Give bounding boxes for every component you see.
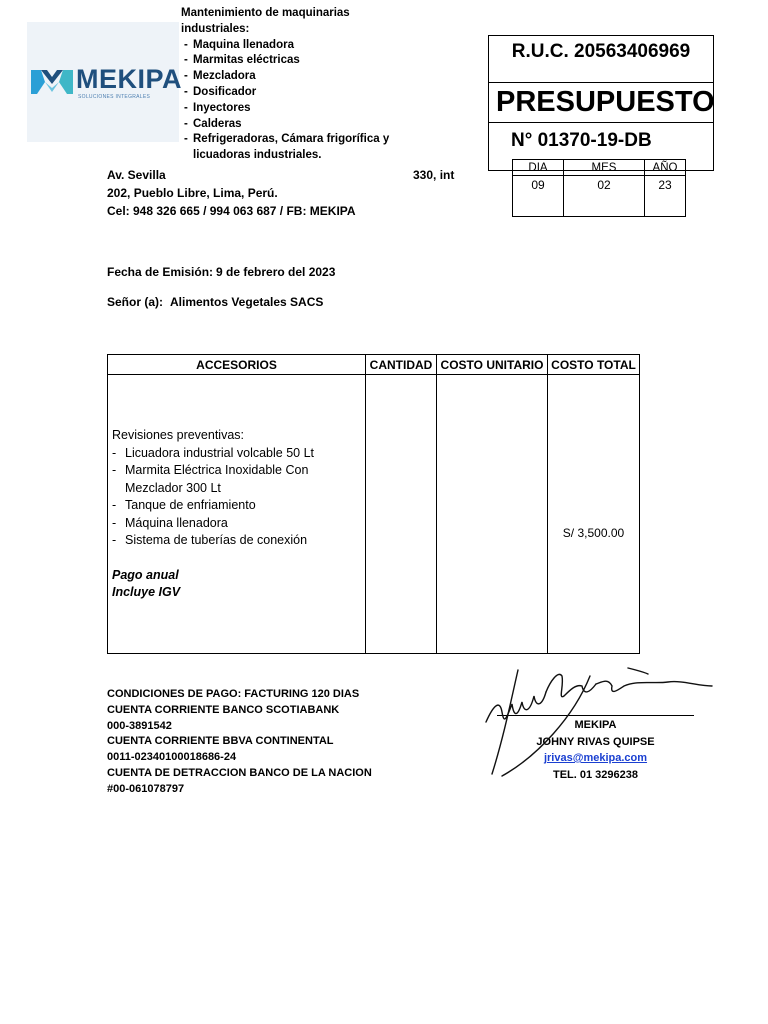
logo-tagline: SOLUCIONES INTEGRALES [78,94,151,100]
client-name: Alimentos Vegetales SACS [170,295,324,309]
service-item: - Mezcladora [181,69,396,85]
divider [489,122,713,123]
list-item: - Licuadora industrial volcable 50 Lt [112,445,365,463]
service-item: - Marmitas eléctricas [181,53,396,69]
signer-name: JOHNY RIVAS QUIPSE [536,735,655,748]
date-year: 23 [645,176,686,217]
service-item: - Refrigeradoras, Cámara frigorífica y licuadoras industriales. [181,132,396,164]
service-item: - Maquina llenadora [181,38,396,54]
address-line-1: Av. Sevilla [107,168,166,182]
condition-line: CUENTA CORRIENTE BANCO SCOTIABANK [107,703,340,716]
costo-unitario-cell [437,375,548,654]
list-item: - Máquina llenadora [112,515,365,533]
services-block [181,6,396,164]
mekipa-logo-icon [31,66,73,98]
col-header-costo-unitario: COSTO UNITARIO [437,355,548,375]
condition-line: 0011-02340100018686-24 [107,751,237,764]
date-header-year: AÑO [645,160,686,176]
condition-line: CONDICIONES DE PAGO: FACTURING 120 DIAS [107,688,360,700]
col-header-accesorios: ACCESORIOS [108,355,366,375]
costo-total-cell [548,375,640,654]
signer-email-link[interactable]: jrivas@mekipa.com [543,752,648,764]
date-month: 02 [564,176,645,217]
date-header-day: DIA [513,160,564,176]
document-header-box [488,35,714,171]
emission-label: Fecha de Emisión: [107,265,214,279]
condition-line: CUENTA DE DETRACCION BANCO DE LA NACION [107,766,372,779]
igv-note: Incluye IGV [112,585,181,599]
date-day: 09 [513,176,564,217]
signer-phone: TEL. 01 3296238 [552,768,638,781]
contact-line: Cel: 948 326 665 / 994 063 687 / FB: MEKIPA [107,204,356,218]
list-item: - Sistema de tuberías de conexión [112,532,365,550]
cantidad-cell [366,375,437,654]
document-title: PRESUPUESTO [496,86,715,118]
items-intro: Revisiones preventivas: [112,428,245,442]
signer-company: MEKIPA [574,719,617,731]
date-header-month: MES [564,160,645,176]
condition-line: #00-061078797 [107,782,185,795]
service-item: - Inyectores [181,101,396,117]
quote-table [107,354,640,654]
col-header-cantidad: CANTIDAD [366,355,437,375]
costo-total-value: S/ 3,500.00 [562,526,625,540]
col-header-costo-total: COSTO TOTAL [548,355,640,375]
list-item: - Tanque de enfriamiento [112,497,365,515]
list-item: - Marmita Eléctrica Inoxidable Con Mezclador 300 Lt [112,462,365,497]
document-number: N° 01370-19-DB [511,130,652,151]
services-heading: Mantenimiento de maquinarias industriales: [181,7,350,35]
payment-conditions [107,687,372,798]
services-list [181,38,396,164]
accesorios-cell [108,375,366,654]
payment-note: Pago anual [112,567,179,582]
client-label: Señor (a): [107,295,164,309]
emission-date: 9 de febrero del 2023 [216,265,336,279]
handwritten-signature [478,656,718,786]
ruc-number: R.U.C. 20563406969 [489,36,713,83]
condition-line: 000-3891542 [107,719,172,732]
address-line-1-cont: 330, int [413,168,455,182]
condition-line: CUENTA CORRIENTE BBVA CONTINENTAL [107,735,334,748]
address-line-2: 202, Pueblo Libre, Lima, Perú. [107,186,278,200]
table-header-row [108,355,640,375]
table-row [108,375,640,654]
service-item: - Calderas [181,117,396,133]
date-table [512,159,686,217]
logo-text: MEKIPA [76,64,183,94]
service-item: - Dosificador [181,85,396,101]
